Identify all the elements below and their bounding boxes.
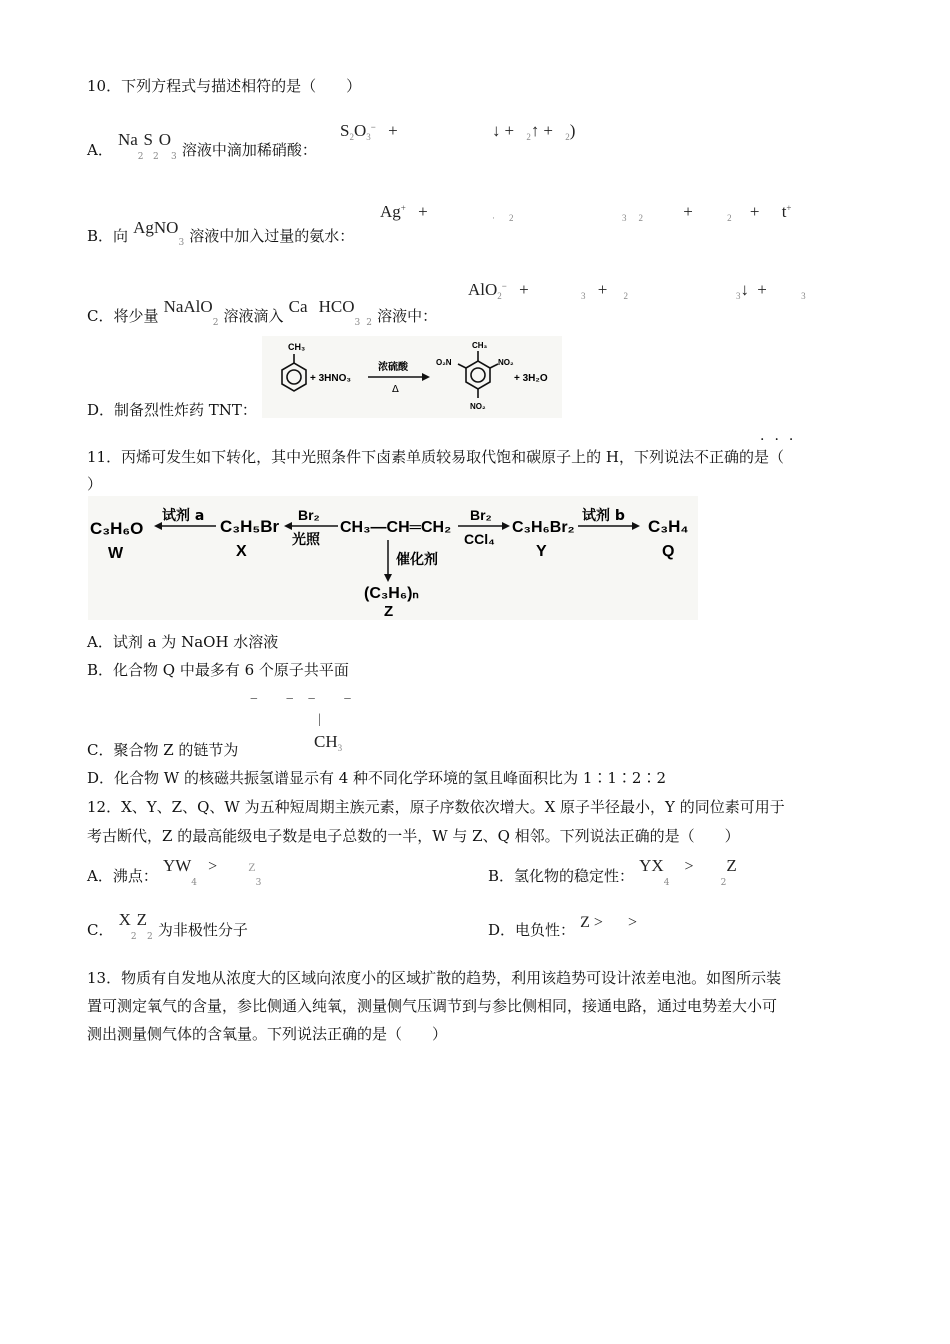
tnt-ch3: CH₃ [472,341,488,350]
br2-light-label: Br₂ [298,507,320,523]
q12-option-b: B．氢化物的稳定性： $YX_4 > _2Z$ [488,856,737,888]
q13-stem-line2: 置可测定氧气的含量，参比侧通入纯氧，测量侧气压调节到与参比侧相同，接通电路，通过电势差大小可 [87,997,778,1015]
q10d-tnt-reaction-scheme [262,336,562,418]
q13-stem-line1: 13．物质有自发地从浓度大的区域向浓度小的区域扩散的趋势，利用该趋势可设计浓差电池。如图所示装 [87,969,782,987]
q10b-equation: Ag+ + $_\cdot$ $_2$ [380,202,514,223]
compound-x-label: X [236,543,247,560]
q11-option-d: D．化合物 W 的核磁共振氢谱显示有 4 种不同化学环境的氢且峰面积比为 1∶1∶2∶2 [87,769,667,787]
catalyst-label: 催化剂 [396,552,438,568]
toluene-ch3: CH₃ [288,342,306,352]
q12-option-c: C． $X_2Z_2$ 为非极性分子 [87,910,248,942]
q13-stem-line3: 测出测量侧气体的含氧量。下列说法正确的是（ ） [87,1025,448,1043]
tnt-no2-right: NO₂ [498,358,514,367]
q11-option-b: B．化合物 Q 中最多有 6 个原子共平面 [87,661,349,679]
q11c-repeat-unit-bond: | [318,712,321,727]
hno3-reagent: + 3HNO₃ [310,373,352,384]
compound-y-formula: C₃H₆Br₂ [512,519,575,536]
q10-option-a: A． $Na_2S_2O_3$ 溶液中滴加稀硝酸： [87,130,317,162]
light-condition-label: 光照 [292,532,320,548]
tnt-no2-bottom: NO₂ [470,402,486,411]
q10c-equation: AlO$_2$− + $_3$ + $_2$ [468,280,629,301]
water-product: + 3H₂O [514,373,548,384]
q11-propene-conversion-scheme [88,496,698,620]
compound-w-formula: C₃H₆O [90,519,144,538]
condition-acid: 浓硫酸 [378,362,408,373]
q11c-repeat-unit-methyl: $CH_3$ [314,732,343,753]
compound-w-label: W [108,545,124,562]
q11-stem-line2: ） [87,475,103,493]
compound-x-formula: C₃H₅Br [220,517,280,536]
q10a-equation: $S_2O_3^-$ + [340,121,398,142]
q12-stem-line1: 12．X、Y、Z、Q、W 为五种短周期主族元素，原子序数依次增大。X 原子半径最小，Y 的同位素可用于 [87,798,785,816]
br2-ccl4-label: Br₂ [470,507,492,523]
compound-q-formula: C₃H₄ [648,517,689,536]
polymer-z-label: Z [384,603,394,620]
q12-option-d: D．电负性： Z > > [488,914,638,939]
compound-y-label: Y [536,543,547,560]
q10-option-b: B．向 AgNO$_3$ 溶液中加入过量的氨水： [87,218,355,248]
ccl4-condition-label: CCl₄ [464,531,495,547]
compound-q-label: Q [662,543,675,560]
q11-emphasis-dots: ··· [760,432,804,448]
reagent-b-label: 试剂 b [582,508,625,524]
propene-formula: CH₃—CH═CH₂ [340,519,452,536]
q12-stem-line2: 考古断代，Z 的最高能级电子数是电子总数的一半，W 与 Z、Q 相邻。下列说法正确的是（ ） [87,827,740,845]
q10-stem: 10．下列方程式与描述相符的是（ ） [87,77,362,95]
tnt-no2-left: O₂N [436,358,452,367]
reagent-a-label: 试剂 a [162,508,205,524]
q10-option-d: D．制备烈性炸药 TNT： [87,401,257,419]
q10a-equation-right: ↓ + $_2$↑ + $_2$) [492,121,576,142]
q10-option-c: C．将少量 NaAlO$_2$ 溶液滴入 Ca $HCO_3$ $_2$ 溶液中： [87,297,438,328]
q11-option-a: A．试剂 a 为 NaOH 水溶液 [87,633,279,651]
condition-heat: Δ [392,384,399,395]
q11-stem-line1: 11．丙烯可发生如下转化，其中光照条件下卤素单质较易取代饱和碳原子上的 H，下列说法不正确的是（ [87,448,784,466]
q11-option-c: C．聚合物 Z 的链节为 [87,741,239,759]
q10b-equation-right: $_3$ $_2$ + $_2$ + t+ [622,202,792,223]
q11c-repeat-unit-backbone: − − − − [250,692,352,707]
q10c-equation-right: $_3$↓ + $_3$ [736,280,806,301]
polymer-z-formula: (C₃H₆)ₙ [364,585,419,602]
q12-option-a: A．沸点： $YW_4 > ^Z_3$ [87,856,262,888]
